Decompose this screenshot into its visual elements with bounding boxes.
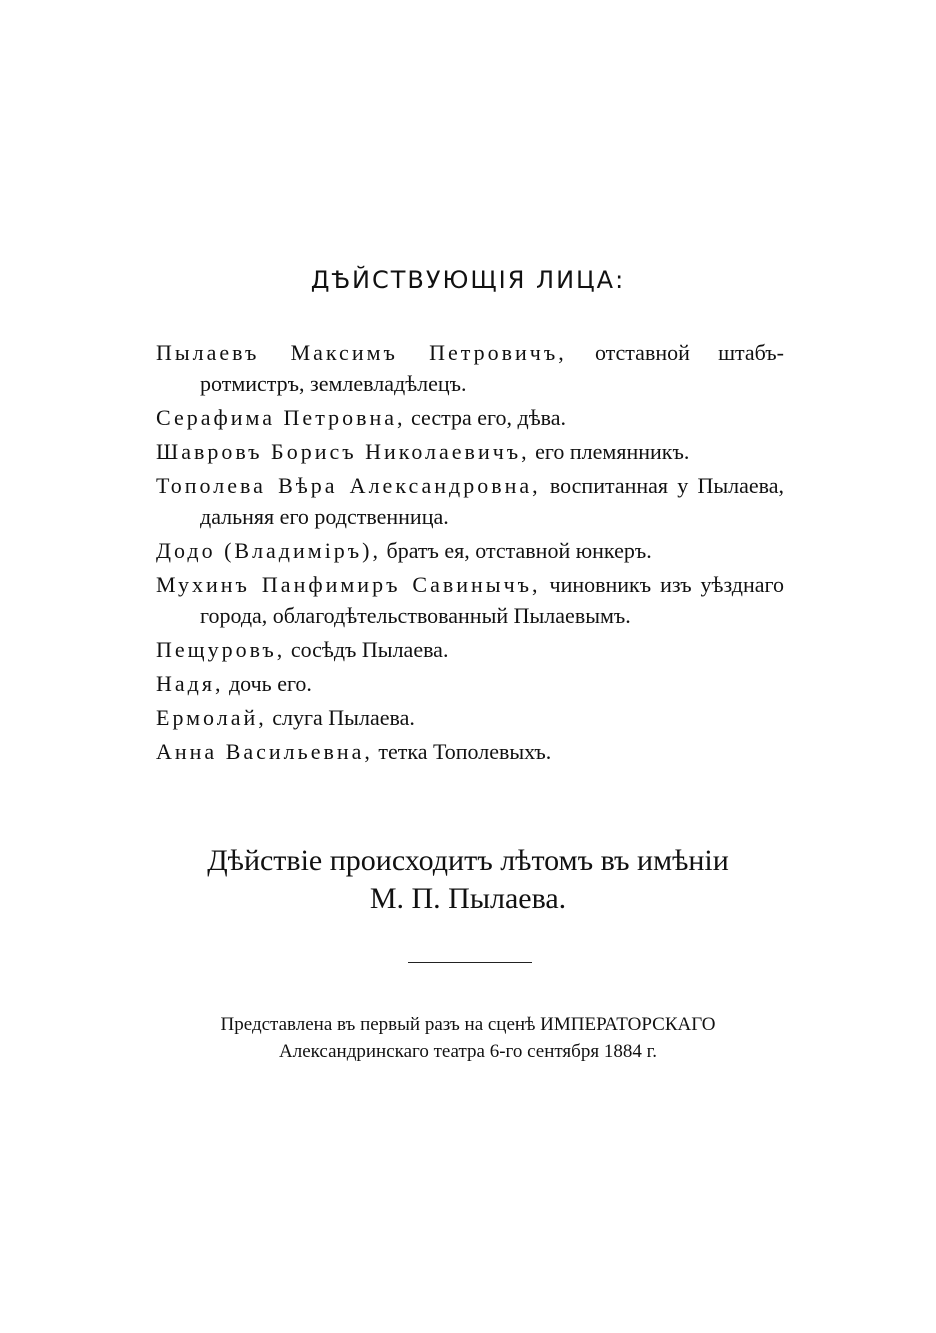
- character-name: Пылаевъ Максимъ Петровичъ,: [156, 340, 567, 365]
- cast-entry: [156, 736, 784, 767]
- character-description: воспитанная у Пылаева, дальняя его родственница.: [200, 473, 785, 529]
- character-name: Серафима Петровна,: [156, 405, 406, 430]
- cast-heading: ДѢЙСТВУЮЩІЯ ЛИЦА:: [310, 266, 626, 294]
- setting-note: [0, 842, 936, 918]
- setting-line: Дѣйствіе происходитъ лѣтомъ въ имѣніи: [207, 844, 729, 877]
- cast-entry: [156, 470, 784, 532]
- character-name: Пещуровъ,: [156, 637, 286, 662]
- character-description: отставной штабъ-ротмистръ, землевладѣлецъ.: [200, 340, 785, 396]
- character-name: Тополева Вѣра Александровна,: [156, 473, 541, 498]
- cast-entry: [156, 702, 784, 733]
- character-description: чиновникъ изъ уѣзднаго города, облагодѣтельствованный Пылаевымъ.: [200, 572, 784, 628]
- premiere-note: [0, 1011, 936, 1065]
- character-name: Додо (Владиміръ),: [156, 538, 382, 563]
- character-name: Мухинъ Панфимиръ Савинычъ,: [156, 572, 541, 597]
- cast-entry: [156, 634, 784, 665]
- cast-list: [156, 337, 784, 770]
- premiere-line: Представлена въ первый разъ на сценѣ ИМПЕРАТОРСКАГО: [220, 1014, 716, 1035]
- character-description: его племянникъ.: [535, 439, 690, 464]
- divider-rule: [408, 962, 532, 963]
- character-name: Шавровъ Борисъ Николаевичъ,: [156, 439, 530, 464]
- cast-entry: [156, 535, 784, 566]
- character-description: сосѣдъ Пылаева.: [290, 637, 449, 662]
- character-description: дочь его.: [228, 671, 312, 696]
- character-description: слуга Пылаева.: [272, 705, 415, 730]
- character-description: братъ ея, отставной юнкеръ.: [386, 538, 652, 563]
- cast-entry: [156, 337, 784, 399]
- character-name: Анна Васильевна,: [156, 739, 373, 764]
- premiere-line: Александринскаго театра 6-го сентября 1884 г.: [279, 1041, 657, 1062]
- cast-entry: [156, 668, 784, 699]
- cast-entry: [156, 402, 784, 433]
- character-name: Надя,: [156, 671, 224, 696]
- character-description: сестра его, дѣва.: [411, 405, 566, 430]
- cast-entry: [156, 569, 784, 631]
- character-name: Ермолай,: [156, 705, 267, 730]
- cast-entry: [156, 436, 784, 467]
- character-description: тетка Тополевыхъ.: [378, 739, 552, 764]
- setting-line: М. П. Пылаева.: [369, 882, 567, 915]
